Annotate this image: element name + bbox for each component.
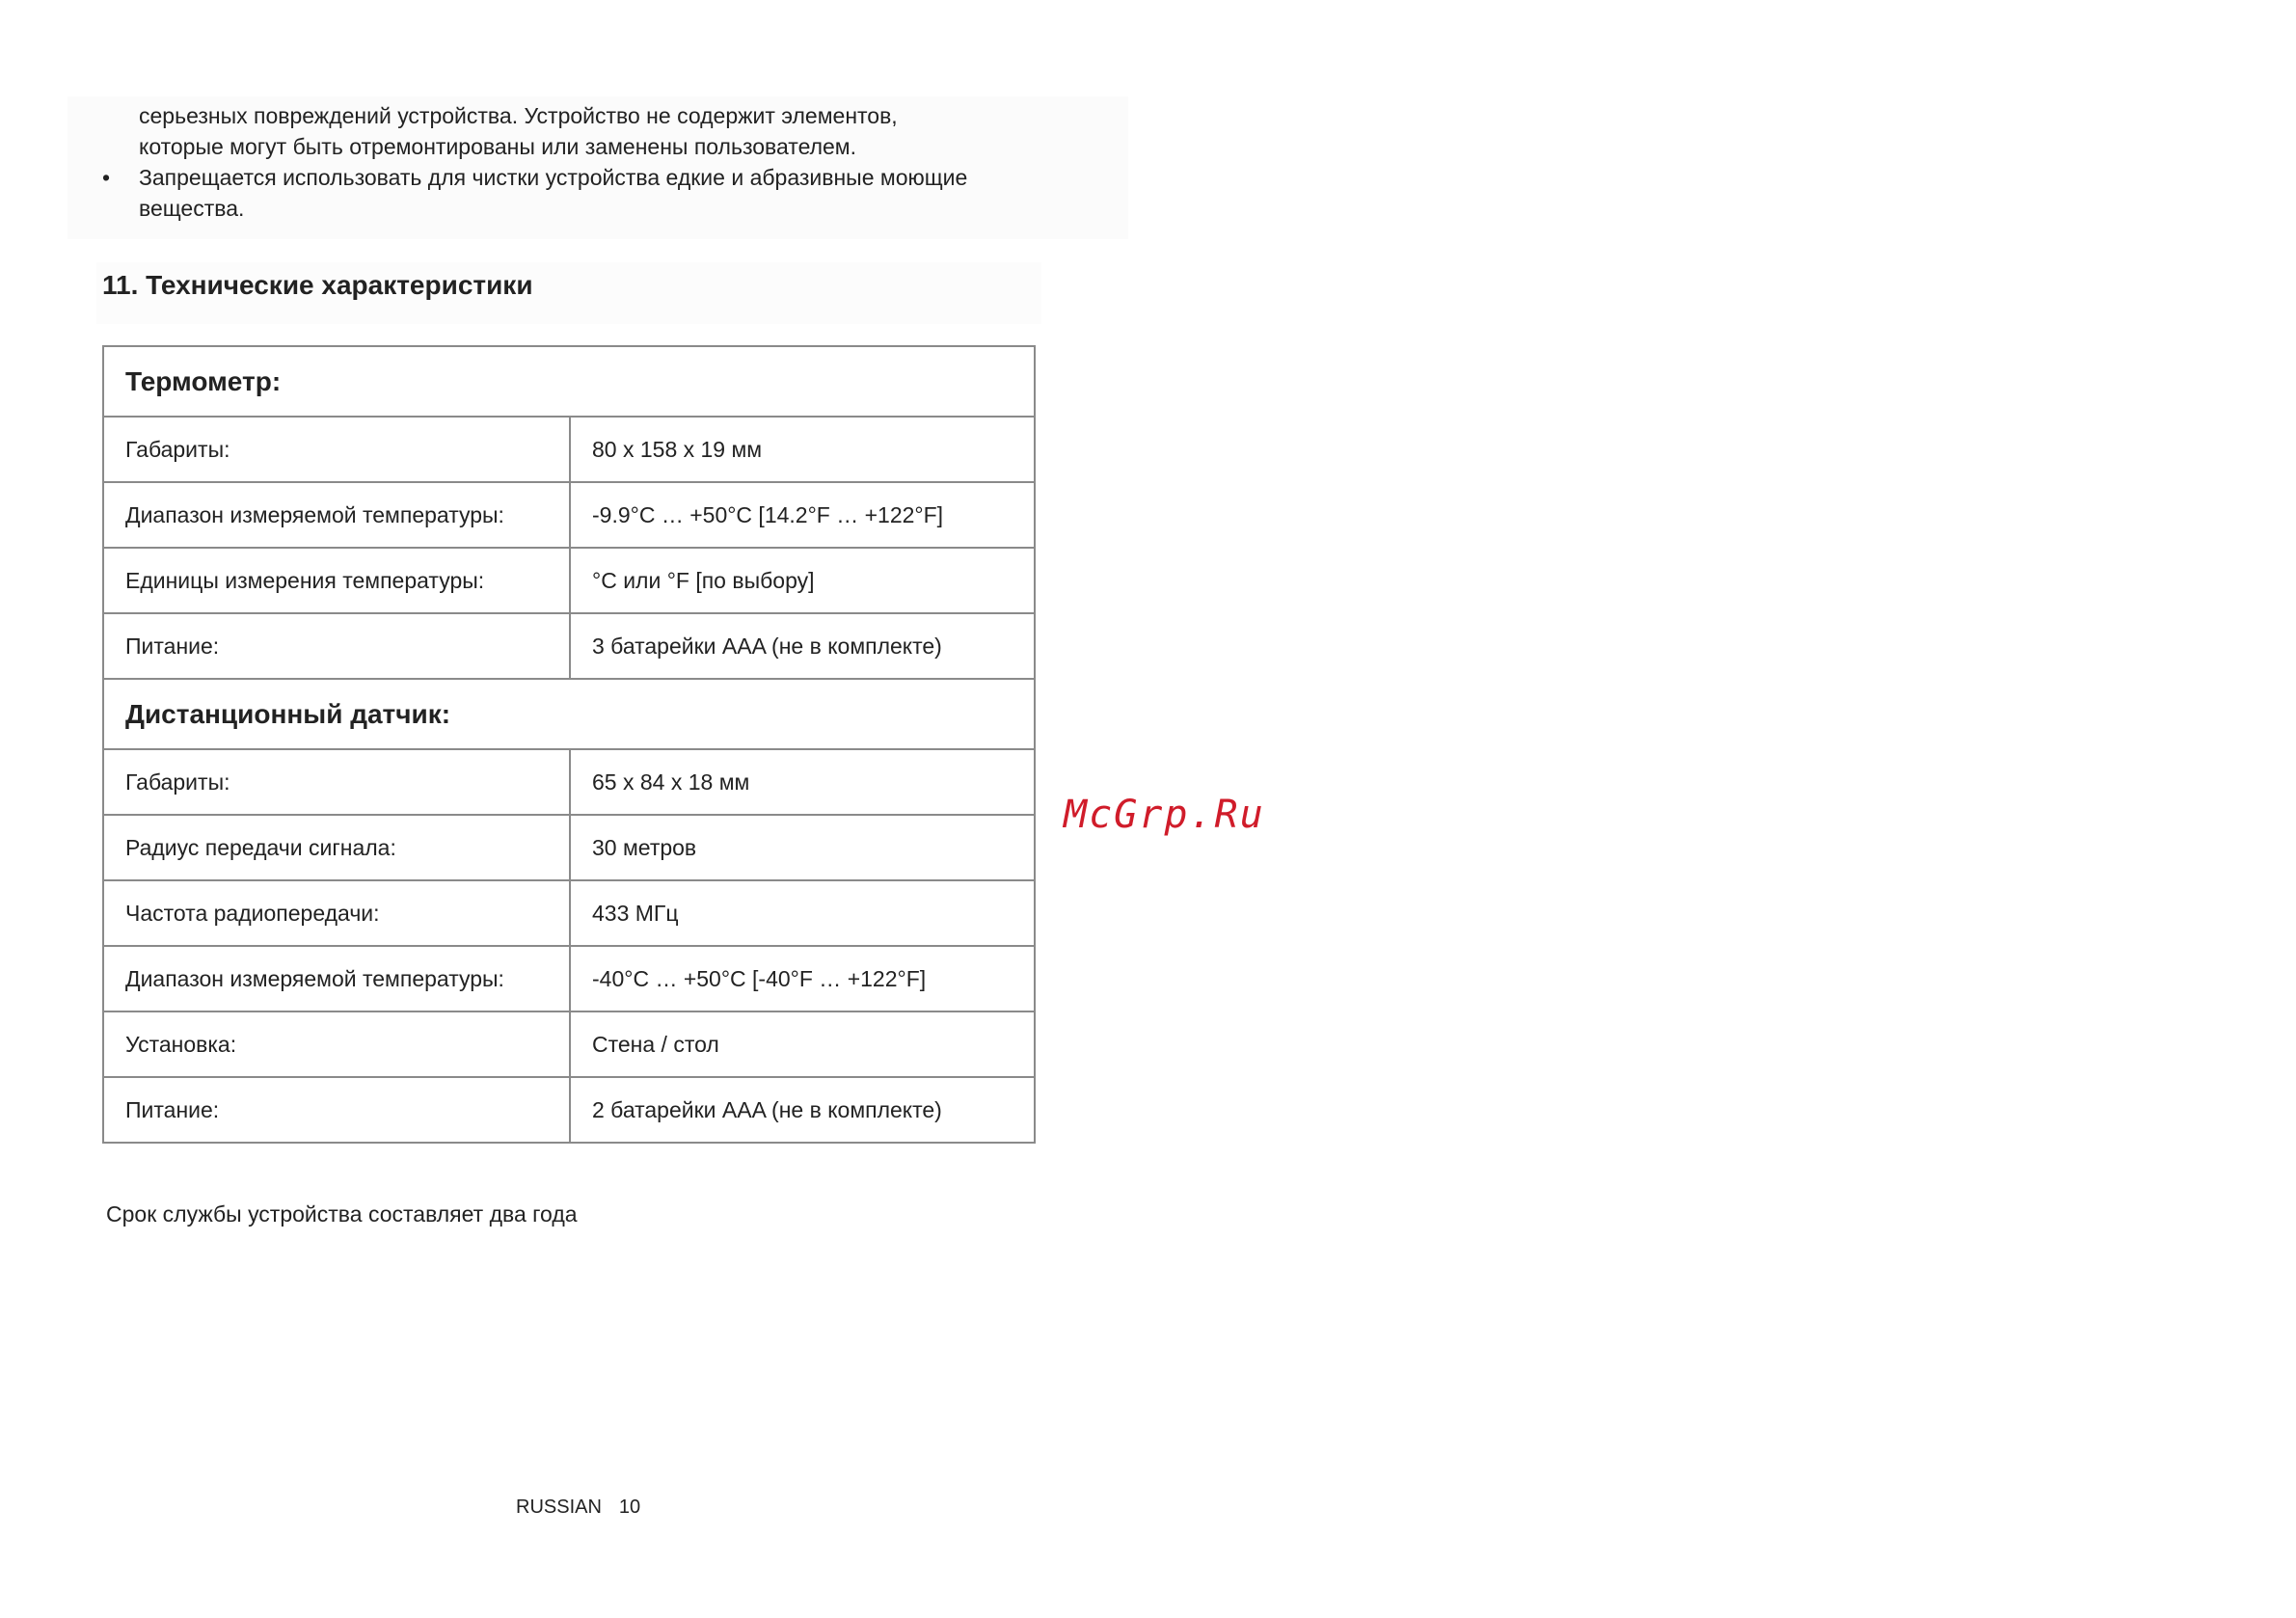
section-title: 11. Технические характеристики xyxy=(102,270,533,300)
specs-table-body xyxy=(103,346,1035,1143)
table-row xyxy=(103,749,1035,815)
intro-text-block xyxy=(68,96,1128,239)
watermark-logo: McGrp.Ru xyxy=(1064,793,1265,837)
row-label: Габариты: xyxy=(103,749,570,815)
row-label: Диапазон измеряемой температуры: xyxy=(103,946,570,1011)
row-value: Стена / стол xyxy=(570,1011,1035,1077)
bullet-icon: • xyxy=(102,165,111,190)
row-value: 30 метров xyxy=(570,815,1035,880)
table-row xyxy=(103,815,1035,880)
row-value: °C или °F [по выбору] xyxy=(570,548,1035,613)
table-group-header xyxy=(103,346,1035,417)
table-group-header xyxy=(103,679,1035,749)
table-row xyxy=(103,1077,1035,1143)
table-row xyxy=(103,548,1035,613)
specs-table xyxy=(102,345,1036,1144)
table-row xyxy=(103,482,1035,548)
row-value: 433 МГц xyxy=(570,880,1035,946)
row-value: 3 батарейки AAA (не в комплекте) xyxy=(570,613,1035,679)
group-heading-thermometer: Термометр: xyxy=(103,346,1035,417)
table-row xyxy=(103,1011,1035,1077)
row-label: Радиус передачи сигнала: xyxy=(103,815,570,880)
intro-line: вещества. xyxy=(139,196,245,221)
table-row xyxy=(103,417,1035,482)
row-label: Установка: xyxy=(103,1011,570,1077)
footer-language: RUSSIAN xyxy=(516,1497,602,1518)
row-label: Питание: xyxy=(103,1077,570,1143)
row-label: Частота радиопередачи: xyxy=(103,880,570,946)
intro-line: серьезных повреждений устройства. Устройство не содержит элементов, xyxy=(139,103,898,128)
table-row xyxy=(103,613,1035,679)
row-value: -40°C … +50°C [-40°F … +122°F] xyxy=(570,946,1035,1011)
group-heading-sensor: Дистанционный датчик: xyxy=(103,679,1035,749)
page-footer xyxy=(516,1497,640,1519)
intro-line: Запрещается использовать для чистки устройства едкие и абразивные моющие xyxy=(139,165,968,190)
table-row xyxy=(103,946,1035,1011)
service-life-note: Срок службы устройства составляет два года xyxy=(106,1201,578,1227)
intro-line: которые могут быть отремонтированы или заменены пользователем. xyxy=(139,134,857,159)
row-label: Единицы измерения температуры: xyxy=(103,548,570,613)
table-row xyxy=(103,880,1035,946)
row-label: Питание: xyxy=(103,613,570,679)
row-value: -9.9°C … +50°C [14.2°F … +122°F] xyxy=(570,482,1035,548)
row-label: Габариты: xyxy=(103,417,570,482)
page-number: 10 xyxy=(618,1497,641,1518)
row-value: 80 x 158 x 19 мм xyxy=(570,417,1035,482)
row-label: Диапазон измеряемой температуры: xyxy=(103,482,570,548)
row-value: 2 батарейки AAA (не в комплекте) xyxy=(570,1077,1035,1143)
row-value: 65 x 84 x 18 мм xyxy=(570,749,1035,815)
